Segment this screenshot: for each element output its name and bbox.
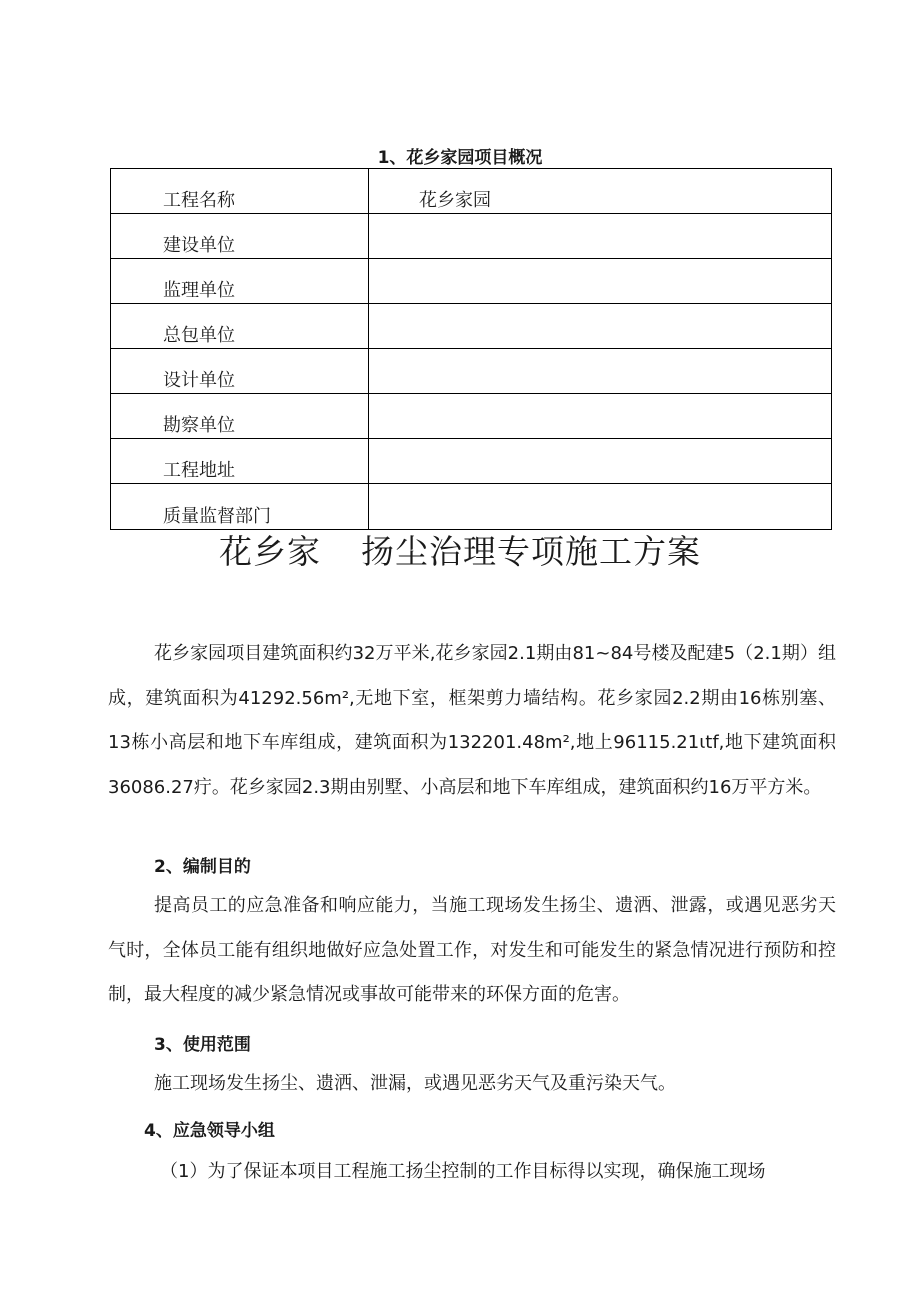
section-body-purpose: 提高员工的应急准备和响应能力，当施工现场发生扬尘、遗洒、泄露，或遇见恶劣天气时，全体员工能有组织地做好应急处置工作，对发生和可能发生的紧急情况进行预防和控制，最大程度的减少紧急情况或事故可能带来的环保方面的危害。 bbox=[108, 895, 836, 1005]
row-label: 勘察单位 bbox=[111, 394, 369, 439]
row-value bbox=[369, 259, 832, 304]
document-title-part1: 花乡家 bbox=[219, 532, 321, 571]
row-label: 总包单位 bbox=[111, 304, 369, 349]
row-value bbox=[369, 304, 832, 349]
document-title-part2: 扬尘治理专项施工方案 bbox=[361, 532, 701, 571]
row-label: 工程地址 bbox=[111, 439, 369, 484]
table-row bbox=[111, 484, 832, 530]
row-label: 建设单位 bbox=[111, 214, 369, 259]
table-row bbox=[111, 304, 832, 349]
row-value bbox=[369, 439, 832, 484]
row-value: 花乡家园 bbox=[369, 169, 832, 214]
section-heading-scope: 3、使用范围 bbox=[154, 1035, 251, 1055]
section-heading-leadership: 4、应急领导小组 bbox=[144, 1121, 275, 1141]
overview-title: 1、花乡家园项目概况 bbox=[377, 148, 543, 168]
section-body-leadership: （1）为了保证本项目工程施工扬尘控制的工作目标得以实现，确保施工现场 bbox=[160, 1161, 766, 1182]
row-value bbox=[369, 394, 832, 439]
section-body-scope: 施工现场发生扬尘、遗洒、泄漏，或遇见恶劣天气及重污染天气。 bbox=[154, 1073, 676, 1094]
row-label: 工程名称 bbox=[111, 169, 369, 214]
table-row bbox=[111, 169, 832, 214]
row-label: 监理单位 bbox=[111, 259, 369, 304]
row-value bbox=[369, 484, 832, 530]
section-heading-purpose: 2、编制目的 bbox=[154, 857, 251, 877]
table-row bbox=[111, 439, 832, 484]
row-value bbox=[369, 214, 832, 259]
table-row bbox=[111, 259, 832, 304]
row-label: 质量监督部门 bbox=[111, 484, 369, 530]
table-row bbox=[111, 214, 832, 259]
table-row bbox=[111, 349, 832, 394]
table-row bbox=[111, 394, 832, 439]
project-overview-table bbox=[110, 168, 832, 530]
row-label: 设计单位 bbox=[111, 349, 369, 394]
intro-paragraph: 花乡家园项目建筑面积约32万平米,花乡家园2.1期由81~84号楼及配建5（2.1期）组成，建筑面积为41292.56m²,无地下室，框架剪力墙结构。花乡家园2.2期由16栋别塞、13栋小高层和地下车库组成，建筑面积为132201.48m²,地上96115.21ιtf,地下建筑面积36086.27疔。花乡家园2.3期由别墅、小高层和地下车库组成，建筑面积约16万平方米。 bbox=[108, 643, 836, 798]
document-title bbox=[0, 526, 920, 573]
row-value bbox=[369, 349, 832, 394]
